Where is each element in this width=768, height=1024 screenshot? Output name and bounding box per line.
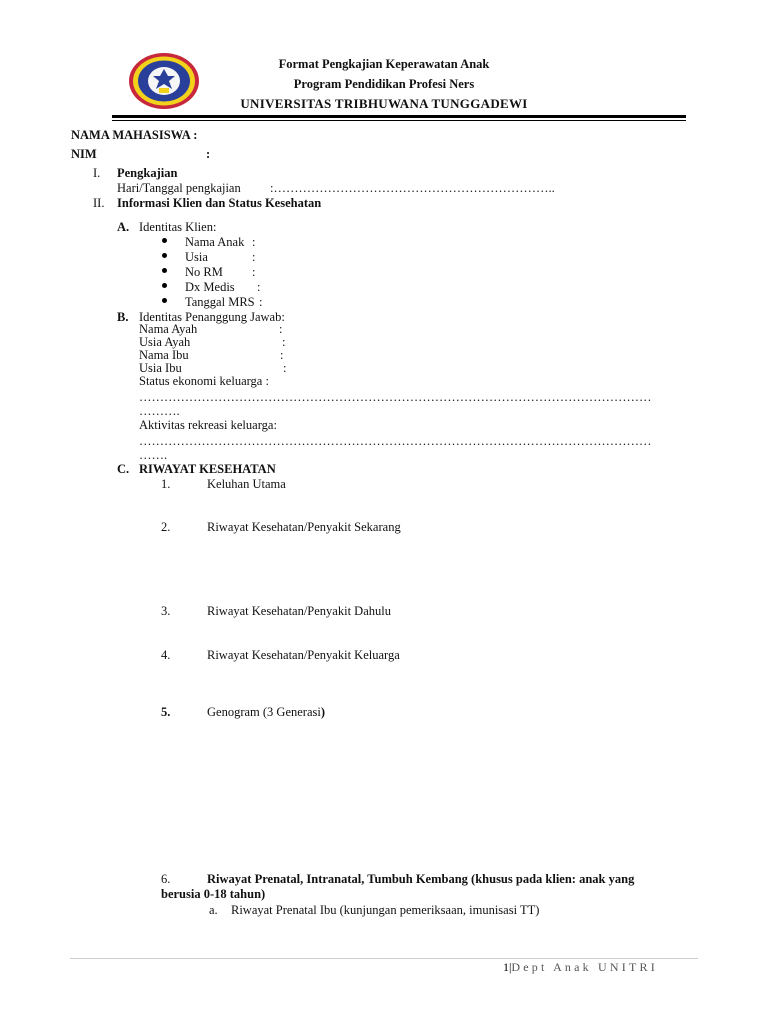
prenatal-history-title-line2: berusia 0-18 tahun) xyxy=(161,887,266,901)
bullet-icon xyxy=(162,268,167,273)
partA-letter: A. xyxy=(117,220,130,234)
header-title-line3: UNIVERSITAS TRIBHUWANA TUNGGADEWI xyxy=(240,96,528,111)
partC-title: RIWAYAT KESEHATAN xyxy=(139,462,276,476)
bullet-icon xyxy=(162,283,167,288)
recreation-label: Aktivitas rekreasi keluarga: xyxy=(139,418,277,432)
partC-letter: C. xyxy=(117,462,130,476)
client-rm-label: No RM xyxy=(185,265,223,279)
bullet-icon xyxy=(162,298,167,303)
history-item-number: 6. xyxy=(161,872,171,886)
recreation-dots-line1: …………………………………………………………………………………………………………… xyxy=(139,435,652,448)
economy-dots-line1: …………………………………………………………………………………………………………… xyxy=(139,391,652,404)
current-illness-label: Riwayat Kesehatan/Penyakit Sekarang xyxy=(207,520,401,534)
footer-divider xyxy=(70,958,698,959)
client-age-colon: : xyxy=(252,250,256,264)
client-diagnosis-label: Dx Medis xyxy=(185,280,235,294)
history-item-number: 5. xyxy=(161,705,171,719)
student-name-label: NAMA MAHASISWA : xyxy=(71,128,198,142)
bullet-icon xyxy=(162,253,167,258)
prenatal-sub-label: Riwayat Prenatal Ibu (kunjungan pemeriksaan, imunisasi TT) xyxy=(231,903,540,917)
history-item-number: 1. xyxy=(161,477,171,491)
student-nim-label: NIM xyxy=(71,147,97,161)
father-name-label: Nama Ayah xyxy=(139,322,198,336)
header-title-line2: Program Pendidikan Profesi Ners xyxy=(293,77,475,91)
client-name-label: Nama Anak xyxy=(185,235,245,249)
footer-separator: | xyxy=(509,960,512,974)
header-rule-thin xyxy=(112,120,686,121)
economy-label: Status ekonomi keluarga : xyxy=(139,374,269,388)
genogram-label xyxy=(207,706,325,719)
section1-numeral: I. xyxy=(93,166,101,180)
client-admission-label: Tanggal MRS xyxy=(185,295,255,309)
bullet-icon xyxy=(162,238,167,243)
header-title-line1: Format Pengkajian Keperawatan Anak xyxy=(278,57,490,71)
footer-text: Dept Anak UNITRI xyxy=(511,960,658,974)
mother-name-label: Nama Ibu xyxy=(139,348,189,362)
history-item-number: 2. xyxy=(161,520,171,534)
family-illness-label: Riwayat Kesehatan/Penyakit Keluarga xyxy=(207,648,400,662)
page-footer xyxy=(503,960,658,975)
history-item-number: 4. xyxy=(161,648,171,662)
history-item-number: 3. xyxy=(161,604,171,618)
mother-age-colon: : xyxy=(283,361,287,375)
genogram-label-paren: ) xyxy=(320,705,326,719)
recreation-dots-line2: ……. xyxy=(139,448,168,462)
section1-title: Pengkajian xyxy=(117,166,178,180)
chief-complaint-label: Keluhan Utama xyxy=(207,477,286,491)
prenatal-history-title-line1: Riwayat Prenatal, Intranatal, Tumbuh Kembang (khusus pada klien: anak yang xyxy=(207,872,635,886)
economy-dots-line2: ………. xyxy=(139,404,180,418)
genogram-label-text: Genogram (3 Generasi xyxy=(207,705,321,719)
header-rule-thick xyxy=(112,115,686,118)
partA-title: Identitas Klien: xyxy=(139,220,217,234)
assessment-date-dots: :………………………………………………………….. xyxy=(270,181,555,195)
page-number: 1 xyxy=(503,960,509,974)
client-rm-colon: : xyxy=(252,265,256,279)
past-illness-label: Riwayat Kesehatan/Penyakit Dahulu xyxy=(207,604,391,618)
assessment-date-label: Hari/Tanggal pengkajian xyxy=(117,181,241,195)
section2-numeral: II. xyxy=(93,196,105,210)
father-age-label: Usia Ayah xyxy=(139,335,191,349)
father-age-colon: : xyxy=(282,335,286,349)
client-age-label: Usia xyxy=(185,250,208,264)
partB-title: Identitas Penanggung Jawab: xyxy=(139,310,285,324)
client-diagnosis-colon: : xyxy=(257,280,261,294)
student-nim-colon: : xyxy=(206,147,211,161)
partB-letter: B. xyxy=(117,310,129,324)
prenatal-sub-letter: a. xyxy=(209,903,218,917)
father-name-colon: : xyxy=(279,322,283,336)
section2-title: Informasi Klien dan Status Kesehatan xyxy=(117,196,322,210)
mother-age-label: Usia Ibu xyxy=(139,361,182,375)
mother-name-colon: : xyxy=(280,348,284,362)
client-admission-colon: : xyxy=(259,295,263,309)
client-name-colon: : xyxy=(252,235,256,249)
